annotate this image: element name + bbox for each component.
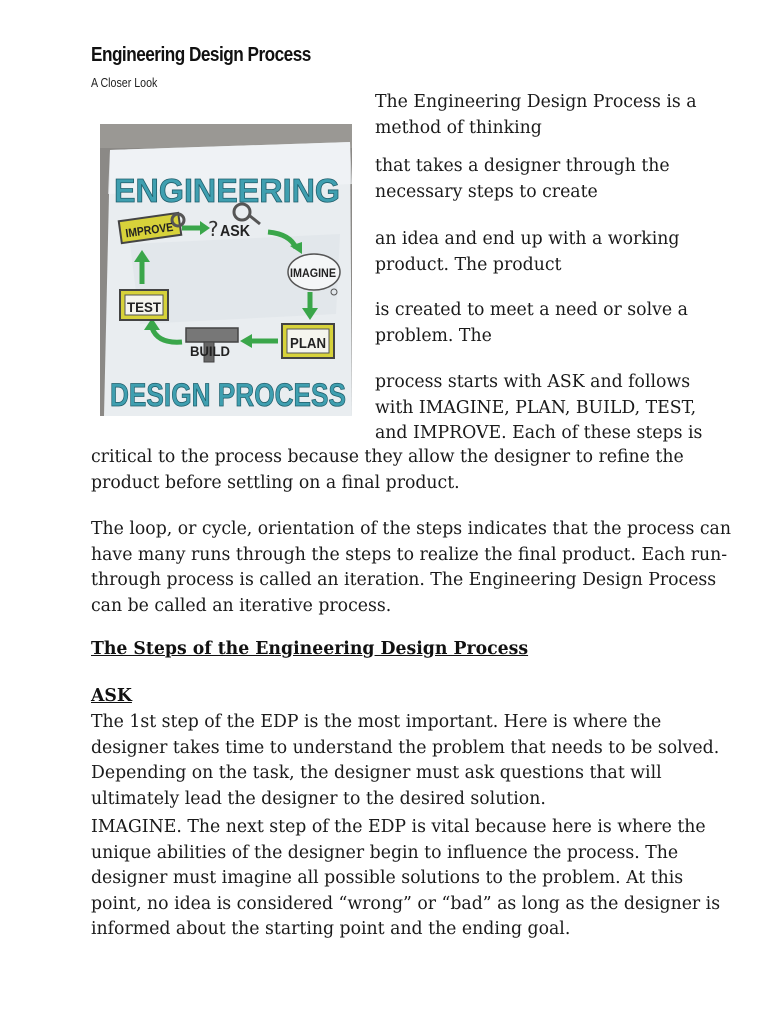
intro-paragraph-1: The Engineering Design Process is a method of thinking (375, 92, 697, 138)
edp-poster-photo (100, 124, 352, 416)
poster-step-imagine: IMAGINE (290, 266, 336, 280)
poster-bottom-word: DESIGN PROCESS (110, 377, 346, 413)
poster-step-plan: PLAN (290, 335, 326, 352)
intro-paragraph-3: an idea and end up with a working product. The product (375, 229, 680, 275)
ask-heading: ASK (91, 686, 132, 706)
poster-step-test: TEST (127, 299, 162, 315)
intro-paragraph-5: process starts with ASK and follows with IMAGINE, PLAN, BUILD, TEST, and IMPROVE. Each of these steps is (375, 372, 703, 443)
poster-top-word: ENGINEERING (114, 172, 340, 209)
ask-paragraph: The 1st step of the EDP is the most important. Here is where the designer takes time to understand the problem that needs to be solved. Depending on the task, the designer must ask questions that will ultimately lead the designer to the desired solution. (91, 712, 720, 809)
edp-poster-illustration (100, 124, 352, 416)
imagine-paragraph: IMAGINE. The next step of the EDP is vital because here is where the unique abilities of the designer begin to influence the process. The designer must imagine all possible solutions to the problem. At this point, no idea is considered “wrong” or “bad” as long as the designer is informed about the starting point and the ending goal. (91, 817, 721, 939)
poster-step-ask: ASK (220, 223, 251, 240)
steps-heading: The Steps of the Engineering Design Process (91, 639, 529, 659)
intro-paragraph-2: that takes a designer through the necessary steps to create (375, 156, 670, 202)
loop-paragraph: The loop, or cycle, orientation of the steps indicates that the process can have many runs through the steps to realize the final product. Each run-through process is called an iteration. The Engineering Design Process can be called an iterative process. (91, 519, 731, 616)
intro-paragraph-4: is created to meet a need or solve a problem. The (375, 300, 688, 346)
poster-step-build: BUILD (190, 343, 230, 359)
intro-continuation: critical to the process because they allow the designer to refine the product before settling on a final product. (91, 447, 684, 493)
svg-text:?: ? (208, 217, 219, 241)
document-subtitle: A Closer Look (91, 75, 158, 90)
poster-step-improve: IMPROVE (124, 218, 182, 241)
document-title: Engineering Design Process (91, 44, 311, 66)
